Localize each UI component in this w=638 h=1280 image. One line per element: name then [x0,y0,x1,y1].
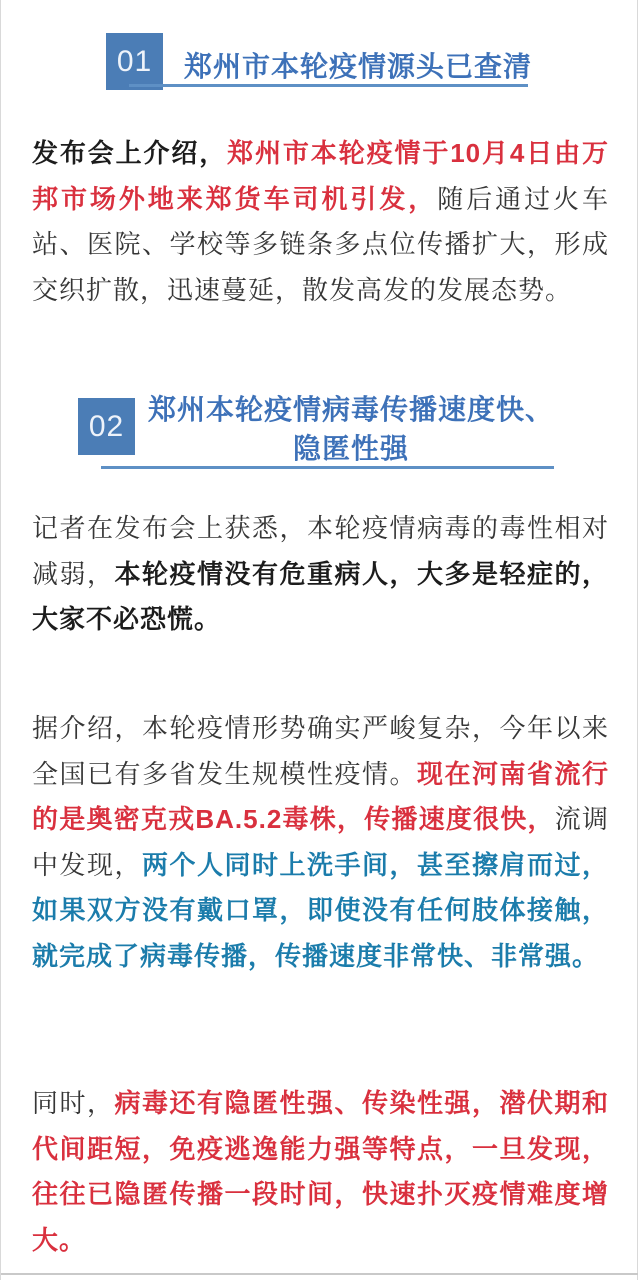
section-2-title [136,390,566,468]
section-2-title-line-1: 郑州本轮疫情病毒传播速度快、 [147,394,554,425]
text-run: 郑州市本轮疫情于10月4日由万邦市场外地来郑货车司机引发， [32,138,609,214]
section-2-title-line-2: 隐匿性强 [292,433,409,464]
section-2-number: 02 [88,409,125,443]
text-run: 据介绍，本轮疫情形势确实严峻复杂，今年以来全国已有多省发生规模性疫情。 [32,713,609,789]
paragraph-4 [32,1081,609,1263]
bottom-divider [1,1273,638,1275]
section-1-underline [129,84,528,87]
text-run: 流调中发现， [32,804,609,880]
section-2-number-badge [78,398,135,455]
paragraph-1 [32,131,609,313]
text-run: 本轮疫情没有危重病人，大多是轻症的，大家不必恐慌。 [32,558,609,634]
paragraph-2 [32,506,609,643]
section-1-title: 郑州市本轮疫情源头已查清 [184,51,533,82]
text-run: 同时， [32,1088,115,1118]
text-run: 两个人同时上洗手间，甚至擦肩而过，如果双方没有戴口罩，即使没有任何肢体接触，就完成了病毒传播，传播速度非常快、非常强。 [32,849,609,971]
text-run: 随后通过火车站、医院、学校等多链条多点位传播扩大，形成交织扩散，迅速蔓延，散发高发的发展态势。 [32,183,609,305]
section-1-number-badge [106,33,163,90]
section-2-underline [101,466,554,469]
text-run: 记者在发布会上获悉，本轮疫情病毒的毒性相对减弱， [32,513,609,589]
text-run: 现在河南省流行的是奥密克戎BA.5.2毒株，传播速度很快， [32,758,609,834]
text-run: 发布会上介绍， [32,138,228,168]
text-run: 病毒还有隐匿性强、传染性强，潜伏期和代间距短，免疫逃逸能力强等特点，一旦发现，往往已隐匿传播一段时间，快速扑灭疫情难度增大。 [32,1088,609,1255]
paragraph-3 [32,706,609,979]
section-1-number: 01 [116,44,153,78]
